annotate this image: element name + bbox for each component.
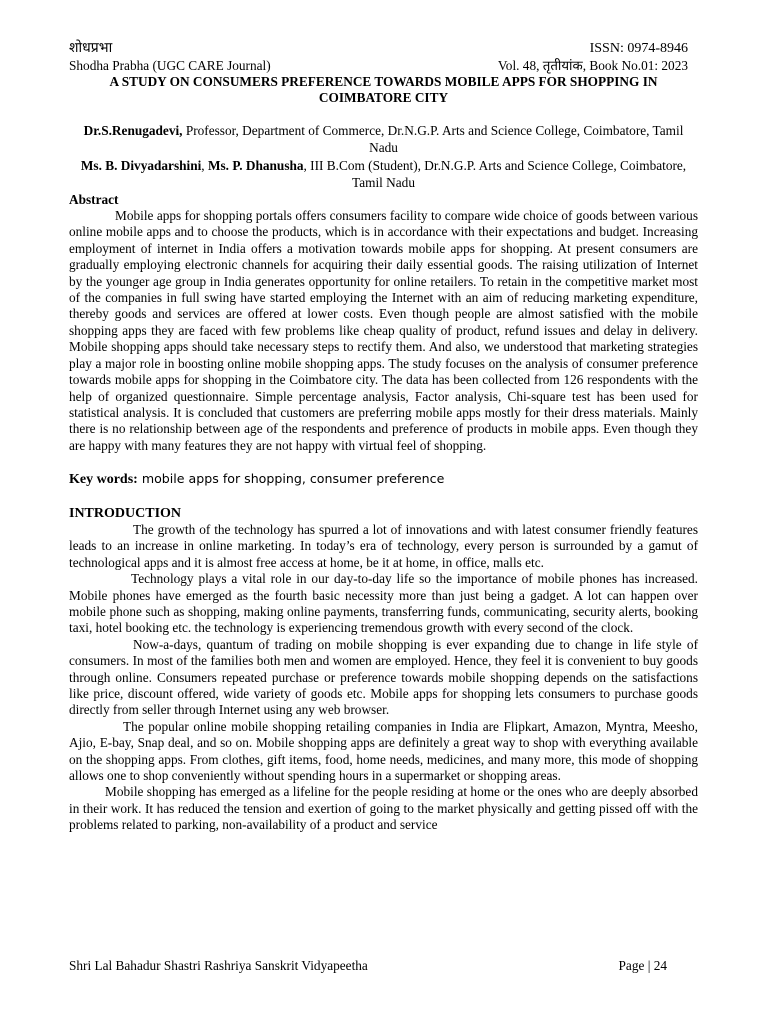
volume-info: Vol. 48, तृतीयांक, Book No.01: 2023 [497,58,688,73]
intro-paragraph: Mobile shopping has emerged as a lifeline for the people residing at home or the ones who are deeply absorbed in their work. It has reduced the tension and exertion of going to the market physically and getting pissed off with the problems related to parking, non-availability of a product and service [69,784,698,833]
issn: ISSN: 0974-8946 [589,41,688,56]
paper-page [69,40,698,834]
paper-title: A STUDY ON CONSUMERS PREFERENCE TOWARDS MOBILE APPS FOR SHOPPING IN COIMBATORE CITY [109,74,658,105]
intro-paragraph: The growth of the technology has spurred a lot of innovations and with latest consumer friendly features leads to an increase in online marketing. In today’s era of technology, every person is surrounded by a gamut of technological apps and it is almost free access at home, be it at home, in office, malls etc. [69,521,698,570]
journal-name: Shodha Prabha (UGC CARE Journal) [69,58,271,73]
keywords [69,471,698,488]
page-footer [69,958,667,974]
intro-paragraph: Now-a-days, quantum of trading on mobile shopping is ever expanding due to change in life style of consumers. In most of the families both men and women are employed. Hence, they feel it is convenient to buy goods through online. Consumers repeated purchase or preference towards mobile shopping depends on the satisfactions like price, discount offered, wide variety of goods etc. Mobile apps for shopping lets consumers to purchase goods directly from seller through Internet using any web browser. [69,636,698,718]
author-separator: , [201,157,208,173]
keywords-text: mobile apps for shopping, consumer preference [137,471,445,487]
running-header-bottom [69,58,698,74]
page-number: Page | 24 [618,958,667,973]
author-name: Ms. P. Dhanusha [207,157,304,173]
keywords-label: Key words: [69,472,138,488]
author-line-2 [69,157,698,192]
running-header-top [69,40,698,58]
abstract-heading: Abstract [69,191,119,207]
author-name: Ms. B. Divyadarshini [80,157,202,173]
footer-institution: Shri Lal Bahadur Shastri Rashriya Sanskrit Vidyapeetha [69,958,368,973]
intro-paragraph: Technology plays a vital role in our day-to-day life so the importance of mobile phones has increased. Mobile phones have emerged as the fourth basic necessity more than just being a gadget. A lot can happen over mobile phone such as shopping, making online payments, transferring funds, communicating, security alerts, booking taxi, hotel booking etc. the technology is experiencing tremendous growth with every second of the clock. [69,571,698,636]
journal-hindi-name: शोधप्रभा [69,41,113,56]
author-affiliation: , III B.Com (Student), Dr.N.G.P. Arts and Science College, Coimbatore, Tamil Nadu [303,157,687,191]
author-line-1 [69,122,698,157]
abstract-text: Mobile apps for shopping portals offers consumers facility to compare wide choice of goods between various online mobile apps and to choose the products, which is in accordance with their expectations and budget. Increasing employment of internet in India offers a motivation towards mobile apps for shopping. At present consumers are gradually employing electronic channels for acquiring their daily essential goods. The raising utilization of Internet by the younger age group in India generates opportunity for online retailers. To retain in the competitive market most of the companies in full swing have started employing the Internet with an aim of reducing marketing expenditure, thereby goods and services are offered at lower costs. Even though people are almost satisfied with the mobile shopping apps they are faced with few problems like cheap quality of product, refund issues and delay in delivery. Mobile shopping apps should take necessary steps to rectify them. And also, we understood that marketing strategies play a major role in boosting online mobile shopping apps. The study focuses on the analysis of consumer preference towards mobile apps for shopping in the Coimbatore city. The data has been collected from 126 respondents with the help of organized questionnaire. Simple percentage analysis, Factor analysis, Chi-square test has been used for statistical analysis. It is concluded that customers are preferring mobile apps mostly for their dress materials. Mainly there is no relationship between age of the respondents and preference of products in mobile apps. Even though they are happy with many features they are not happy with virtual feel of shopping. [69,208,698,453]
author-affiliation: Professor, Department of Commerce, Dr.N.G.P. Arts and Science College, Coimbatore, Tamil Nadu [182,123,684,156]
author-name: Dr.S.Renugadevi, [83,123,183,138]
introduction-heading: INTRODUCTION [69,505,182,521]
author-block [69,122,698,192]
intro-paragraph: The popular online mobile shopping retailing companies in India are Flipkart, Amazon, Myntra, Meesho, Ajio, E-bay, Snap deal, and so on. Mobile shopping apps are definitely a great way to shop with everything available on the shopping apps. From clothes, gift items, food, home needs, medicines, and many more, this mode of shopping allows one to shop conveniently without spending hours in a supermarket or shopping areas. [69,718,698,784]
